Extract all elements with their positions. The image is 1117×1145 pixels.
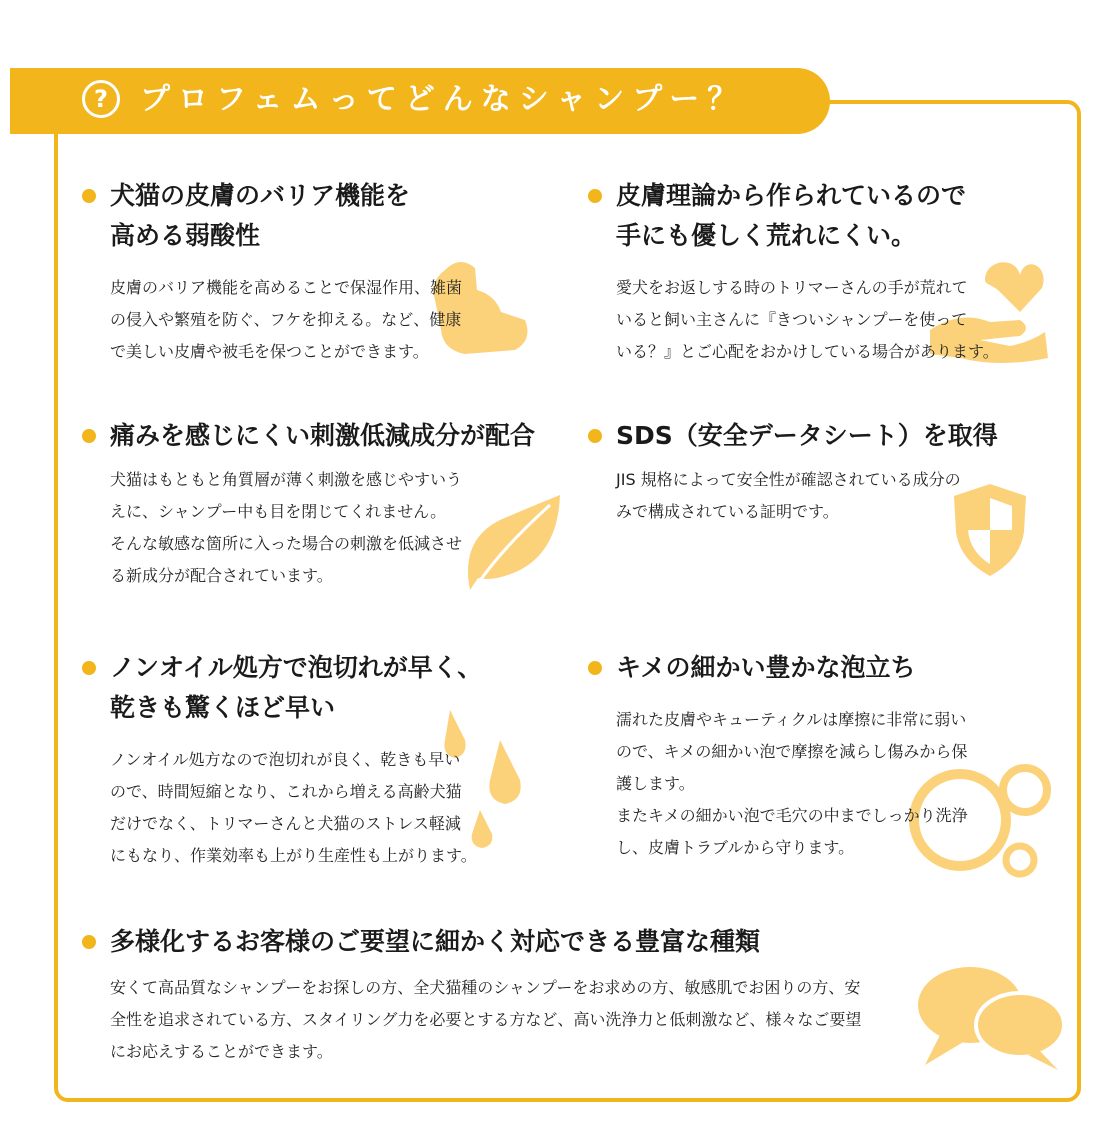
bullet-icon [82,935,96,949]
section-title: プロフェムってどんなシャンプー？ [140,82,746,117]
feature-body: 愛犬をお返しする時のトリマーさんの手が荒れて いると飼い主さんに『きついシャンプーを使って いる？』とご心配をおかけしている場合があります。 [616,278,999,361]
bullet-icon [82,661,96,675]
question-icon: ? [82,80,120,118]
bullet-icon [82,429,96,443]
bullet-icon [588,429,602,443]
feature-item-5 [82,648,582,872]
feature-item-2 [588,176,1088,368]
feature-heading: キメの細かい豊かな泡立ち [588,648,1088,688]
feature-heading: SDS（安全データシート）を取得 [588,416,1088,456]
feature-body: JIS 規格によって安全性が確認されている成分の みで構成されている証明です。 [616,470,961,521]
feature-heading: 皮膚理論から作られているので 手にも優しく荒れにくい。 [588,176,1088,256]
feature-item-4 [588,416,1088,528]
feature-body: 安くて高品質なシャンプーをお探しの方、全犬猫種のシャンプーをお求めの方、敏感肌でお困りの方、安 全性を追求されている方、スタイリング力を必要とする方など、高い洗浄力と低刺激など、様々なご要望 にお応えすることができます。 [110,978,862,1061]
feature-body: 皮膚のバリア機能を高めることで保湿作用、雑菌 の侵入や繁殖を防ぐ、フケを抑える。など、健康 で美しい皮膚や被毛を保つことができます。 [110,278,463,361]
feature-heading: ノンオイル処方で泡切れが早く、 乾きも驚くほど早い [82,648,582,728]
feature-body: ノンオイル処方なので泡切れが良く、乾きも早い ので、時間短縮となり、これから増える高齢犬猫 だけでなく、トリマーさんと犬猫のストレス軽減 にもなり、作業効率も上がり生産性も上がります。 [110,750,477,865]
feature-heading: 痛みを感じにくい刺激低減成分が配合 [82,416,582,456]
feature-heading: 多様化するお客様のご要望に細かく対応できる豊富な種類 [82,922,1072,962]
feature-item-6 [588,648,1088,864]
bullet-icon [588,661,602,675]
bullet-icon [82,189,96,203]
feature-heading: 犬猫の皮膚のバリア機能を 高める弱酸性 [82,176,572,256]
bullet-icon [588,189,602,203]
feature-item-1 [82,176,572,368]
feature-body: 犬猫はもともと角質層が薄く刺激を感じやすいう えに、シャンプー中も目を閉じてくれません。 そんな敏感な箇所に入った場合の刺激を低減させ る新成分が配合されています。 [110,470,463,585]
feature-item-7 [82,922,1072,1068]
feature-body: 濡れた皮膚やキューティクルは摩擦に非常に弱い ので、キメの細かい泡で摩擦を減らし傷みから保 護します。 またキメの細かい泡で毛穴の中までしっかり洗浄 し、皮膚トラブルから守ります。 [616,710,968,857]
feature-item-3 [82,416,582,592]
